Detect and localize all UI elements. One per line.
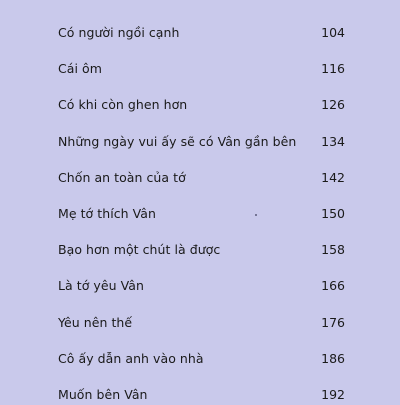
toc-entry-page: 126: [321, 97, 345, 112]
toc-entry[interactable]: [58, 313, 345, 333]
toc-entry[interactable]: [58, 59, 345, 79]
toc-entry-title: Yêu nên thế: [58, 315, 133, 330]
toc-entry-page: 116: [321, 61, 345, 76]
toc-entry-title: Chốn an toàn của tớ: [58, 170, 186, 185]
toc-entry[interactable]: [58, 132, 345, 152]
toc-entry-title: Cô ấy dẫn anh vào nhà: [58, 351, 204, 366]
toc-entry-title: Muốn bên Vân: [58, 387, 148, 402]
toc-entry-page: 176: [321, 315, 345, 330]
toc-entry-title: Có người ngồi cạnh: [58, 25, 180, 40]
toc-entry-page: 158: [321, 242, 345, 257]
toc-entry[interactable]: [58, 23, 345, 43]
toc-entry-page: 134: [321, 134, 345, 149]
toc-entry-page: 150: [321, 206, 345, 221]
toc-entry[interactable]: [58, 95, 345, 115]
toc-entry-title: Những ngày vui ấy sẽ có Vân gần bên: [58, 134, 297, 149]
toc-entry[interactable]: [58, 168, 345, 188]
toc-entry-title: Là tớ yêu Vân: [58, 278, 144, 293]
toc-entry[interactable]: [58, 240, 345, 260]
toc-entry-page: 192: [321, 387, 345, 402]
toc-entry-title: Bạo hơn một chút là được: [58, 242, 221, 257]
toc-entry-page: 142: [321, 170, 345, 185]
toc-entry[interactable]: [58, 204, 345, 224]
page-speck: [255, 214, 257, 216]
toc-entry-page: 104: [321, 25, 345, 40]
toc-entry-title: Cái ôm: [58, 61, 102, 76]
toc-entry-page: 166: [321, 278, 345, 293]
toc-entry[interactable]: [58, 385, 345, 405]
toc-entry-page: 186: [321, 351, 345, 366]
toc-entry-title: Mẹ tớ thích Vân: [58, 206, 156, 221]
toc-entry[interactable]: [58, 349, 345, 369]
toc-entry-title: Có khi còn ghen hơn: [58, 97, 188, 112]
toc-entry[interactable]: [58, 276, 345, 296]
